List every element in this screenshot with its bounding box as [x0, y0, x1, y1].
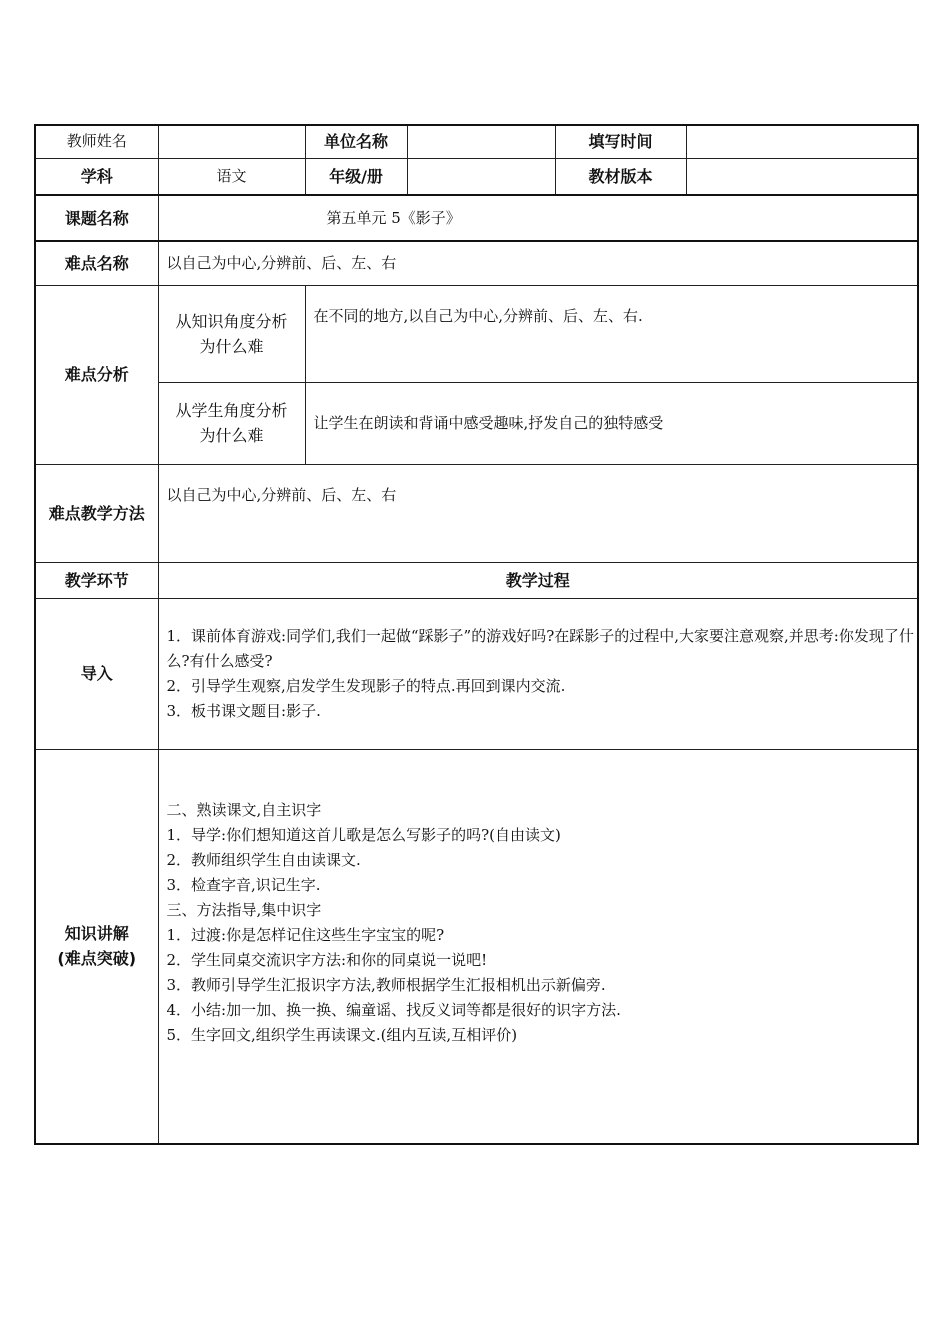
edition-label: 教材版本 — [555, 158, 686, 195]
unit-name-label: 单位名称 — [305, 125, 407, 158]
lecture-content — [158, 749, 918, 1144]
header-row-1 — [35, 125, 918, 158]
lesson-plan-sheet — [34, 124, 917, 1148]
method-label: 难点教学方法 — [35, 464, 158, 562]
intro-line-1: 1．课前体育游戏:同学们,我们一起做“踩影子”的游戏好吗?在踩影子的过程中,大家要注意观察,并思考:你发现了什么?有什么感受? — [166, 626, 914, 670]
intro-line-3: 3．板书课文题目:影子. — [166, 701, 321, 720]
teacher-name-value — [158, 125, 305, 158]
intro-row — [35, 598, 918, 749]
lecture-line-3: 2．教师组织学生自由读课文. — [166, 850, 361, 869]
difficulty-label: 难点名称 — [35, 241, 158, 285]
grade-value — [407, 158, 555, 195]
lecture-line-6: 1．过渡:你是怎样记住这些生字宝宝的呢? — [166, 925, 445, 944]
analysis-label: 难点分析 — [35, 285, 158, 464]
lecture-label — [35, 749, 158, 1144]
teaching-process-label: 教学过程 — [158, 562, 918, 598]
student-angle-value: 让学生在朗读和背诵中感受趣味,抒发自己的独特感受 — [305, 382, 918, 464]
lecture-row — [35, 749, 918, 1144]
subject-label: 学科 — [35, 158, 158, 195]
difficulty-value: 以自己为中心,分辨前、后、左、右 — [158, 241, 918, 285]
intro-label: 导入 — [35, 598, 158, 749]
grade-label: 年级/册 — [305, 158, 407, 195]
topic-row — [35, 195, 918, 241]
lesson-plan-table — [34, 124, 919, 1145]
edition-value — [686, 158, 918, 195]
fill-date-label: 填写时间 — [555, 125, 686, 158]
topic-label: 课题名称 — [35, 195, 158, 241]
lecture-line-9: 4．小结:加一加、换一换、编童谣、找反义词等都是很好的识字方法. — [166, 1000, 621, 1019]
knowledge-angle-label — [158, 285, 305, 382]
unit-name-value — [407, 125, 555, 158]
lecture-line-5: 三、方法指导,集中识字 — [166, 900, 322, 919]
lecture-line-1: 二、熟读课文,自主识字 — [166, 800, 322, 819]
knowledge-angle-value: 在不同的地方,以自己为中心,分辨前、后、左、右. — [305, 285, 918, 382]
teaching-stage-label: 教学环节 — [35, 562, 158, 598]
method-row — [35, 464, 918, 562]
intro-line-2: 2．引导学生观察,启发学生发现影子的特点.再回到课内交流. — [166, 676, 566, 695]
lecture-line-4: 3．检查字音,识记生字. — [166, 875, 321, 894]
subject-value: 语文 — [158, 158, 305, 195]
lecture-line-8: 3．教师引导学生汇报识字方法,教师根据学生汇报相机出示新偏旁. — [166, 975, 606, 994]
lecture-line-10: 5．生字回文,组织学生再读课文.(组内互读,互相评价) — [166, 1025, 518, 1044]
lecture-label-line1: 知识讲解 — [64, 924, 129, 944]
knowledge-angle-label-line2: 为什么难 — [199, 336, 264, 356]
student-angle-label-line1: 从学生角度分析 — [175, 401, 288, 420]
knowledge-angle-label-line1: 从知识角度分析 — [175, 311, 288, 331]
process-header-row — [35, 562, 918, 598]
method-value: 以自己为中心,分辨前、后、左、右 — [158, 464, 918, 562]
teacher-name-label: 教师姓名 — [35, 125, 158, 158]
student-angle-label-line2: 为什么难 — [199, 426, 264, 445]
topic-value: 第五单元 5《影子》 — [158, 195, 918, 241]
fill-date-value — [686, 125, 918, 158]
student-angle-label — [158, 382, 305, 464]
lecture-line-7: 2．学生同桌交流识字方法:和你的同桌说一说吧! — [166, 950, 488, 969]
header-row-2 — [35, 158, 918, 195]
lecture-line-2: 1．导学:你们想知道这首儿歌是怎么写影子的吗?(自由读文) — [166, 825, 561, 844]
difficulty-row — [35, 241, 918, 285]
analysis-knowledge-row — [35, 285, 918, 382]
lecture-label-line2: (难点突破) — [57, 949, 137, 969]
analysis-student-row — [35, 382, 918, 464]
intro-content — [158, 598, 918, 749]
